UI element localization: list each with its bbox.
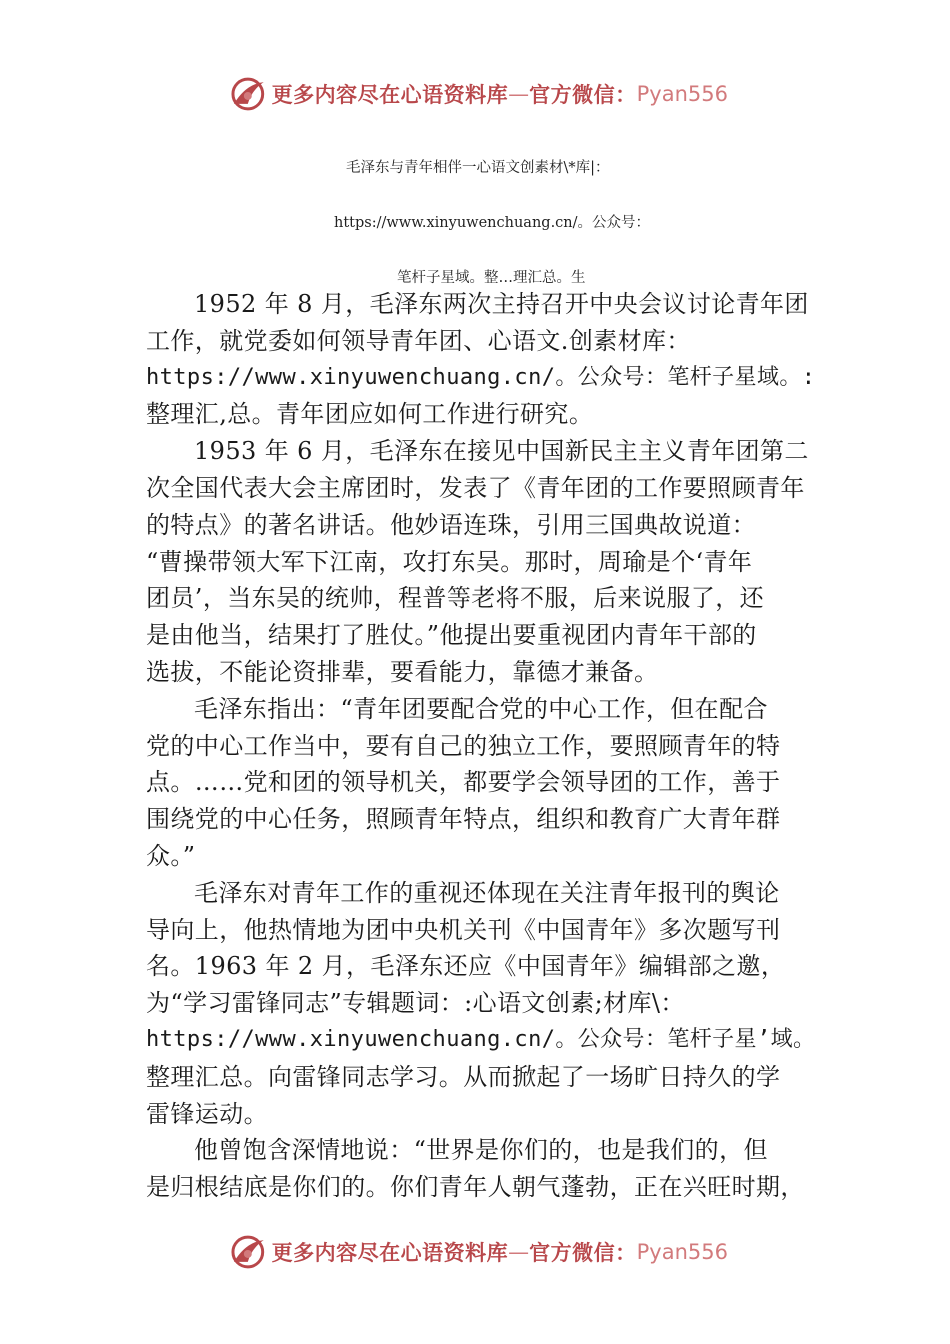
paragraph-5 <box>146 1132 836 1206</box>
logo-icon <box>228 1232 268 1272</box>
text-line: 毛泽东指出：“青年团要配合党的中心工作，但在配合 <box>194 694 768 723</box>
text-line: 围绕党的中心任务，照顾青年特点，组织和教育广大青年群 <box>146 805 781 834</box>
text-line: 1953 年 6 月，毛泽东在接见中国新民主主义青年团第二 <box>194 437 809 466</box>
text-line: 工作，就党委如何领导青年团、心语文.创素材库： <box>146 326 691 355</box>
header-line-3: 笔杆子星域。整…理汇总。生 <box>397 270 586 286</box>
watermark-dash: — <box>508 1240 530 1264</box>
text-line: https://www.xinyuwenchuang.cn/。公众号：笔杆子星’域。 <box>146 1026 816 1052</box>
text-line: 是归根结底是你们的。你们青年人朝气蓬勃，正在兴旺时期， <box>146 1173 805 1202</box>
text-line: 选拔，不能论资排辈，要看能力，靠德才兼备。 <box>146 657 659 686</box>
text-line: 名。1963 年 2 月，毛泽东还应《中国青年》编辑部之邀， <box>146 952 786 981</box>
watermark-wechat-id: Pyan556 <box>636 82 728 106</box>
header-line-2: https://www.xinyuwenchuang.cn/。公众号： <box>334 215 651 231</box>
watermark-wechat-id: Pyan556 <box>636 1240 728 1264</box>
text-line: 是由他当，结果打了胜仗。”他提出要重视团内青年干部的 <box>146 621 757 650</box>
text-line: 整理汇,总。青年团应如何工作进行研究。 <box>146 400 594 429</box>
text-line: 党的中心工作当中，要有自己的独立工作，要照顾青年的特 <box>146 731 781 760</box>
watermark-text: 更多内容尽在心语资料库 <box>271 1241 509 1265</box>
watermark-dash: — <box>508 82 530 106</box>
text-line: 众。” <box>146 841 196 870</box>
paragraph-1 <box>146 286 836 433</box>
text-line: 导向上，他热情地为团中央机关刊《中国青年》多次题写刊 <box>146 915 781 944</box>
logo-icon <box>228 74 268 114</box>
text-line: 他曾饱含深情地说：“世界是你们的，也是我们的，但 <box>194 1136 768 1165</box>
article-body <box>146 286 836 1206</box>
paragraph-3 <box>146 691 836 875</box>
text-line: 团员’，当东吴的统帅，程普等老将不服，后来说服了，还 <box>146 584 765 613</box>
text-line: 次全国代表大会主席团时，发表了《青年团的工作要照顾青年 <box>146 473 805 502</box>
text-line: 雷锋运动。 <box>146 1099 268 1128</box>
text-line: 的特点》的著名讲话。他妙语连珠，引用三国典故说道： <box>146 510 756 539</box>
watermark-wechat-label: 官方微信： <box>529 83 637 107</box>
watermark-banner-bottom <box>228 1230 728 1274</box>
text-line: 1952 年 8 月，毛泽东两次主持召开中央会议讨论青年团 <box>194 290 809 318</box>
text-line: 点。……党和团的领导机关，都要学会领导团的工作，善于 <box>146 768 781 797</box>
paragraph-4 <box>146 875 836 1133</box>
header-line-1: 毛泽东与青年相伴一心语文创素材\*库|： <box>346 160 610 176</box>
text-line: 毛泽东对青年工作的重视还体现在关注青年报刊的舆论 <box>194 878 780 907</box>
watermark-banner-top <box>228 72 728 116</box>
paragraph-2 <box>146 433 836 691</box>
text-line: 为“学习雷锋同志”专辑题词：:心语文创素;材库\： <box>146 989 685 1018</box>
watermark-wechat-label: 官方微信： <box>529 1241 637 1265</box>
text-line: https://www.xinyuwenchuang.cn/。公众号：笔杆子星域。: <box>146 364 816 390</box>
watermark-text: 更多内容尽在心语资料库 <box>271 83 509 107</box>
text-line: 整理汇总。向雷锋同志学习。从而掀起了一场旷日持久的学 <box>146 1062 781 1091</box>
text-line: “曹操带领大军下江南，攻打东吴。那时，周瑜是个‘青年 <box>146 547 753 576</box>
